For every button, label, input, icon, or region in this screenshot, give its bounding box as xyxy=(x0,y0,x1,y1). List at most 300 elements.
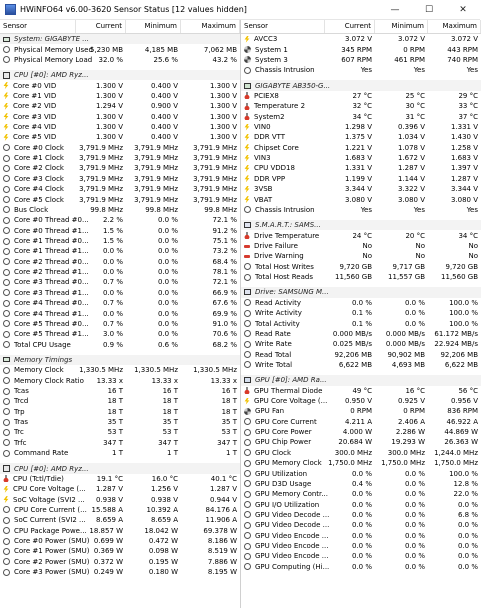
minimum-value: 0.180 W xyxy=(148,568,178,577)
minimum-value: Yes xyxy=(413,205,425,214)
sensor-row[interactable] xyxy=(241,489,481,499)
sensor-row[interactable] xyxy=(0,298,240,308)
close-button[interactable]: ✕ xyxy=(459,4,467,15)
sensor-row[interactable] xyxy=(241,360,481,370)
minimum-value: 0.0 % xyxy=(404,510,425,519)
sensor-label: Trc xyxy=(14,428,24,437)
current-value: No xyxy=(362,252,372,261)
title-bar[interactable] xyxy=(0,0,480,20)
sensor-row[interactable] xyxy=(241,241,481,251)
sensor-row[interactable] xyxy=(0,427,240,437)
minimum-value: 0.472 W xyxy=(148,537,178,546)
minimum-value: 0.0 % xyxy=(404,319,425,328)
sensor-row[interactable] xyxy=(241,262,481,272)
sensor-row[interactable] xyxy=(241,479,481,489)
sensor-row[interactable] xyxy=(0,474,240,484)
circle-icon xyxy=(3,538,10,545)
circle-icon xyxy=(3,429,10,436)
sensor-row[interactable] xyxy=(0,205,240,215)
sensor-label: GPU [#0]: AMD Ra... xyxy=(255,376,327,385)
maximum-value: 18 T xyxy=(221,397,237,406)
maximum-value: No xyxy=(468,242,478,250)
maximum-value: No xyxy=(468,252,478,261)
circle-icon xyxy=(3,341,10,348)
minimum-value: 0.0 % xyxy=(404,469,425,478)
header-maximum[interactable]: Maximum xyxy=(181,20,240,33)
maximum-value: 22.924 MB/s xyxy=(434,340,478,349)
sensor-row[interactable] xyxy=(0,376,240,386)
sensor-row[interactable] xyxy=(241,406,481,416)
maximum-value: 92,206 MB xyxy=(440,350,478,359)
maximum-value: 18 T xyxy=(221,407,237,416)
minimum-value: 0.0 % xyxy=(404,490,425,499)
sensor-row[interactable] xyxy=(0,339,240,349)
sensor-row[interactable] xyxy=(0,132,240,142)
sensor-label: CPU Core Current (... xyxy=(14,505,87,514)
current-value: 1.221 V xyxy=(344,143,372,152)
circle-icon xyxy=(3,331,10,338)
current-value: 0.0 % xyxy=(351,531,372,540)
sensor-row[interactable] xyxy=(241,194,481,204)
sensor-row[interactable] xyxy=(0,505,240,515)
sensor-row[interactable] xyxy=(0,288,240,298)
current-value: 3.080 V xyxy=(344,195,372,204)
sensor-name-cell xyxy=(0,330,89,339)
sensor-row[interactable] xyxy=(241,499,481,509)
circle-icon xyxy=(3,258,10,265)
current-value: 24 °C xyxy=(352,231,372,240)
current-value: 0.7 % xyxy=(102,299,123,308)
sensor-name-cell xyxy=(0,164,76,172)
circle-icon xyxy=(244,470,251,477)
sensor-name-cell xyxy=(0,428,76,436)
sensor-row[interactable] xyxy=(241,396,481,406)
current-value: Yes xyxy=(360,66,372,75)
sensor-row[interactable] xyxy=(241,112,481,122)
sensor-name-cell xyxy=(0,226,89,235)
sensor-label: Read Activity xyxy=(255,298,301,307)
minimum-value: 0.0 % xyxy=(157,216,178,225)
current-value: 0 RPM xyxy=(350,407,372,416)
sensor-row[interactable] xyxy=(241,562,481,572)
minimum-value: 35 T xyxy=(162,418,178,427)
sensor-row[interactable] xyxy=(241,458,481,468)
sensor-group-header[interactable] xyxy=(241,375,481,385)
sensor-row[interactable] xyxy=(0,546,240,556)
sensor-name-cell xyxy=(0,299,89,308)
maximize-button[interactable]: ☐ xyxy=(424,4,434,15)
sensor-name-cell xyxy=(0,154,76,162)
sensor-group-header[interactable] xyxy=(241,80,481,90)
maximum-value: 7,062 MB xyxy=(203,45,237,54)
minimum-value: 0.938 V xyxy=(150,495,178,504)
maximum-value: 347 T xyxy=(217,438,237,447)
sensor-row[interactable] xyxy=(241,184,481,194)
sensor-row[interactable] xyxy=(0,194,240,204)
sensor-row[interactable] xyxy=(241,510,481,520)
sensor-row[interactable] xyxy=(0,319,240,329)
sensor-row[interactable] xyxy=(0,396,240,406)
bolt-icon xyxy=(244,155,250,162)
maximum-value: 11.906 A xyxy=(205,516,237,525)
sensor-row[interactable] xyxy=(0,515,240,525)
right-sensor-pane[interactable] xyxy=(241,20,481,608)
current-value: 0.0 % xyxy=(102,257,123,266)
header-minimum[interactable]: Minimum xyxy=(126,20,181,33)
sensor-label: Write Total xyxy=(255,360,293,369)
current-value: 1.300 V xyxy=(95,133,123,142)
current-value: 3,791.9 MHz xyxy=(79,154,123,163)
bolt-icon xyxy=(3,113,9,120)
circle-icon xyxy=(3,548,10,555)
sensor-name-cell xyxy=(241,428,325,436)
sensor-row[interactable] xyxy=(241,417,481,427)
sensor-row[interactable] xyxy=(0,536,240,546)
bolt-icon xyxy=(3,103,9,110)
circle-icon xyxy=(3,227,10,234)
circle-icon xyxy=(244,491,251,498)
circle-icon xyxy=(3,439,10,446)
minimum-value: 0.000 MB/s xyxy=(385,329,425,338)
sensor-row[interactable] xyxy=(0,246,240,256)
therm-icon xyxy=(244,92,250,99)
sensor-label: Core #0 Clock xyxy=(14,143,64,152)
current-value: 18 T xyxy=(107,397,123,406)
sensor-row[interactable] xyxy=(241,448,481,458)
current-value: 2.2 % xyxy=(102,216,123,225)
minimum-value: 1 T xyxy=(167,449,178,458)
sensor-name-cell xyxy=(0,439,76,447)
circle-icon xyxy=(3,300,10,307)
sensor-label: GPU Memory Clock xyxy=(255,459,322,468)
maximum-value: 1.300 V xyxy=(209,91,237,100)
sensor-row[interactable] xyxy=(0,567,240,577)
sensor-label: Core #1 VID xyxy=(13,91,57,100)
minimum-value: 300.0 MHz xyxy=(387,448,425,457)
circle-icon xyxy=(3,517,10,524)
sensor-row[interactable] xyxy=(0,329,240,339)
sensor-name-cell xyxy=(0,475,76,483)
circle-icon xyxy=(3,419,10,426)
sensor-row[interactable] xyxy=(241,468,481,478)
sensor-label: Core #2 Power (SMU) xyxy=(14,557,90,566)
circle-icon xyxy=(3,155,10,162)
sensor-name-cell xyxy=(241,288,329,297)
sensor-row[interactable] xyxy=(0,184,240,194)
maximum-value: 1.300 V xyxy=(209,81,237,90)
sensor-label: Total Host Reads xyxy=(255,273,313,282)
therm-icon xyxy=(3,475,9,482)
sensor-label: Core #3 Thread #0... xyxy=(14,278,89,287)
minimum-value: 0 RPM xyxy=(403,45,425,54)
sensor-group-header[interactable] xyxy=(241,220,481,230)
maximum-value: 66.9 % xyxy=(212,288,237,297)
minimum-value: 0.0 % xyxy=(404,479,425,488)
sensor-row[interactable] xyxy=(241,163,481,173)
sensor-row[interactable] xyxy=(0,101,240,111)
minimum-value: 0.900 V xyxy=(150,102,178,111)
sensor-row[interactable] xyxy=(0,277,240,287)
sensor-group-header[interactable] xyxy=(0,70,240,80)
sensor-name-cell xyxy=(0,526,87,535)
sensor-label: Core #1 Thread #0... xyxy=(14,237,89,245)
header-sensor[interactable]: Sensor xyxy=(241,20,325,33)
sensor-row[interactable] xyxy=(0,494,240,504)
sensor-row[interactable] xyxy=(0,308,240,318)
sensor-row[interactable] xyxy=(241,132,481,142)
left-sensor-list xyxy=(0,34,240,577)
circle-icon xyxy=(3,398,10,405)
current-value: 3,791.9 MHz xyxy=(79,164,123,173)
sensor-name-cell xyxy=(0,102,76,110)
sensor-row[interactable] xyxy=(0,44,240,54)
sensor-row[interactable] xyxy=(241,339,481,349)
maximum-value: 836 RPM xyxy=(447,407,478,416)
sensor-name-cell xyxy=(241,242,325,250)
sensor-row[interactable] xyxy=(241,44,481,54)
header-current[interactable]: Current xyxy=(325,20,375,33)
minimum-value: 18.042 W xyxy=(144,526,178,535)
sensor-row[interactable] xyxy=(241,122,481,132)
current-value: 0.0 % xyxy=(351,500,372,509)
sensor-row[interactable] xyxy=(0,257,240,267)
maximum-value: 33 °C xyxy=(458,102,478,111)
sensor-label: Core #0 Thread #0... xyxy=(14,216,89,225)
maximum-value: 1.300 V xyxy=(209,102,237,111)
hdd-icon xyxy=(244,222,251,228)
sensor-label: Bus Clock xyxy=(14,205,49,214)
current-value: 0.0 % xyxy=(102,288,123,297)
sensor-row[interactable] xyxy=(241,230,481,240)
sensor-row[interactable] xyxy=(241,349,481,359)
sensor-label: Core #3 Thread #1... xyxy=(14,288,89,297)
sensor-row[interactable] xyxy=(241,308,481,318)
sensor-row[interactable] xyxy=(0,153,240,163)
current-value: 3,791.9 MHz xyxy=(79,174,123,183)
minimize-button[interactable]: — xyxy=(390,4,400,15)
sensor-label: CPU Package Powe... xyxy=(14,526,87,535)
bolt-icon xyxy=(244,175,250,182)
sensor-row[interactable] xyxy=(241,174,481,184)
sensor-name-cell xyxy=(241,521,330,530)
sensor-name-cell xyxy=(0,55,93,64)
maximum-value: 1.300 V xyxy=(209,123,237,132)
sensor-row[interactable] xyxy=(0,215,240,225)
minimum-value: 0.0 % xyxy=(404,298,425,307)
minimum-value: 0.0 % xyxy=(157,319,178,328)
circle-icon xyxy=(3,388,10,395)
sensor-name-cell xyxy=(0,449,76,457)
bolt-icon xyxy=(3,496,9,503)
current-value: 53 T xyxy=(107,428,123,437)
sensor-row[interactable] xyxy=(241,91,481,101)
maximum-value: 3,791.9 MHz xyxy=(193,174,237,183)
sensor-row[interactable] xyxy=(0,163,240,173)
sensor-row[interactable] xyxy=(241,101,481,111)
sensor-label: GPU I/O Utilization xyxy=(255,500,320,509)
header-sensor[interactable]: Sensor xyxy=(0,20,76,33)
hdd-icon xyxy=(244,289,251,295)
maximum-value: 8.195 W xyxy=(207,568,237,577)
sensor-row[interactable] xyxy=(0,112,240,122)
sensor-row[interactable] xyxy=(241,55,481,65)
sensor-row[interactable] xyxy=(0,526,240,536)
sensor-row[interactable] xyxy=(241,520,481,530)
sensor-row[interactable] xyxy=(241,329,481,339)
sensor-row[interactable] xyxy=(241,298,481,308)
maximum-value: 3.072 V xyxy=(450,35,478,44)
column-header xyxy=(0,20,240,34)
sensor-row[interactable] xyxy=(241,205,481,215)
bolt-icon xyxy=(244,186,250,193)
maximum-value: 68.2 % xyxy=(212,340,237,349)
sensor-name-cell xyxy=(0,82,76,90)
sensor-row[interactable] xyxy=(0,236,240,246)
sensor-row[interactable] xyxy=(0,267,240,277)
sensor-row[interactable] xyxy=(0,438,240,448)
sensor-label: Read Total xyxy=(255,350,292,359)
sensor-row[interactable] xyxy=(0,448,240,458)
sensor-label: Drive: SAMSUNG M... xyxy=(255,288,329,297)
sensor-row[interactable] xyxy=(241,427,481,437)
sensor-label: Core #5 Thread #1... xyxy=(14,330,89,339)
sensor-name-cell xyxy=(241,56,325,64)
sensor-name-cell xyxy=(241,46,325,54)
sensor-name-cell xyxy=(241,387,325,395)
sensor-row[interactable] xyxy=(241,531,481,541)
sensor-row[interactable] xyxy=(241,153,481,163)
current-value: 19.1 °C xyxy=(96,474,123,483)
sensor-label: Core #1 Clock xyxy=(14,154,64,163)
sensor-name-cell xyxy=(0,123,76,131)
sensor-name-cell xyxy=(241,501,325,509)
sensor-group-header[interactable] xyxy=(0,355,240,365)
sensor-row[interactable] xyxy=(241,143,481,153)
maximum-value: 16 T xyxy=(221,387,237,396)
sensor-group-header[interactable] xyxy=(0,34,240,44)
current-value: 99.8 MHz xyxy=(90,205,123,214)
maximum-value: 22.0 % xyxy=(453,490,478,499)
minimum-value: Yes xyxy=(413,66,425,75)
sensor-row[interactable] xyxy=(241,272,481,282)
sensor-row[interactable] xyxy=(0,386,240,396)
sensor-name-cell xyxy=(0,547,90,556)
circle-icon xyxy=(244,480,251,487)
current-value: 0.0 % xyxy=(102,309,123,318)
board-icon xyxy=(244,83,251,89)
fan-icon xyxy=(244,408,251,415)
sensor-name-cell xyxy=(0,237,89,245)
sensor-row[interactable] xyxy=(0,55,240,65)
current-value: 0.249 W xyxy=(93,568,123,577)
maximum-value: 1.331 V xyxy=(450,123,478,132)
sensor-row[interactable] xyxy=(0,174,240,184)
sensor-row[interactable] xyxy=(241,541,481,551)
sensor-name-cell xyxy=(0,505,87,514)
sensor-row[interactable] xyxy=(0,557,240,567)
header-maximum[interactable]: Maximum xyxy=(428,20,481,33)
bolt-icon xyxy=(244,144,250,151)
sensor-label: GPU Thermal Diode xyxy=(254,386,323,395)
maximum-value: 9,720 GB xyxy=(445,262,478,271)
sensor-row[interactable] xyxy=(0,365,240,375)
sensor-label: Physical Memory Load xyxy=(14,55,93,64)
sensor-row[interactable] xyxy=(0,122,240,132)
current-value: 0.9 % xyxy=(102,340,123,349)
minimum-value: 16 T xyxy=(162,387,178,396)
current-value: 16 T xyxy=(107,387,123,396)
sensor-label: CPU (Tctl/Tdie) xyxy=(13,474,64,483)
sensor-row[interactable] xyxy=(0,225,240,235)
current-value: 0.950 V xyxy=(344,397,372,406)
sensor-row[interactable] xyxy=(0,143,240,153)
circle-icon xyxy=(244,429,251,436)
sensor-row[interactable] xyxy=(0,80,240,90)
maximum-value: 3,791.9 MHz xyxy=(193,195,237,204)
sensor-name-cell xyxy=(241,309,325,317)
minimum-value: 0.6 % xyxy=(157,340,178,349)
minimum-value: 0.0 % xyxy=(157,247,178,256)
maximum-value: 0.0 % xyxy=(457,562,478,571)
sensor-name-cell xyxy=(241,449,325,457)
sensor-row[interactable] xyxy=(0,407,240,417)
sensor-row[interactable] xyxy=(241,386,481,396)
sensor-row[interactable] xyxy=(241,65,481,75)
sensor-label: Temperature 2 xyxy=(254,102,306,111)
sensor-label: Total Activity xyxy=(255,319,300,328)
current-value: 1.5 % xyxy=(102,226,123,235)
left-sensor-pane[interactable] xyxy=(0,20,241,608)
circle-icon xyxy=(3,506,10,513)
sensor-name-cell xyxy=(241,263,325,271)
maximum-value: 56 °C xyxy=(458,386,478,395)
sensor-row[interactable] xyxy=(241,551,481,561)
minimum-value: 347 T xyxy=(158,438,178,447)
maximum-value: 72.1 % xyxy=(212,278,237,287)
ram-icon xyxy=(3,37,10,42)
sensor-group-header[interactable] xyxy=(241,287,481,297)
header-current[interactable]: Current xyxy=(76,20,126,33)
sensor-group-header[interactable] xyxy=(0,463,240,473)
sensor-row[interactable] xyxy=(241,437,481,447)
sensor-row[interactable] xyxy=(241,251,481,261)
sensor-name-cell xyxy=(241,196,325,204)
sensor-name-cell xyxy=(241,299,325,307)
sensor-name-cell xyxy=(0,356,76,364)
circle-icon xyxy=(244,206,251,213)
sensor-row[interactable] xyxy=(0,91,240,101)
current-value: 1.300 V xyxy=(95,91,123,100)
current-value: 6,622 MB xyxy=(338,360,372,369)
sensor-row[interactable] xyxy=(0,484,240,494)
minimum-value: No xyxy=(415,252,425,261)
header-minimum[interactable]: Minimum xyxy=(375,20,428,33)
current-value: 32.0 % xyxy=(98,55,123,64)
sensor-label: Core #2 Thread #1... xyxy=(14,268,89,277)
minus-icon xyxy=(244,255,250,258)
sensor-name-cell xyxy=(241,562,330,571)
sensor-label: VIN3 xyxy=(254,154,271,163)
sensor-row[interactable] xyxy=(241,318,481,328)
minimum-value: 3,791.9 MHz xyxy=(134,143,178,152)
maximum-value: Yes xyxy=(466,205,478,214)
sensor-name-cell xyxy=(0,464,89,473)
minimum-value: 0.0 % xyxy=(404,309,425,318)
sensor-row[interactable] xyxy=(0,417,240,427)
sensor-row[interactable] xyxy=(241,34,481,44)
circle-icon xyxy=(244,351,251,358)
maximum-value: 0.0 % xyxy=(457,542,478,551)
